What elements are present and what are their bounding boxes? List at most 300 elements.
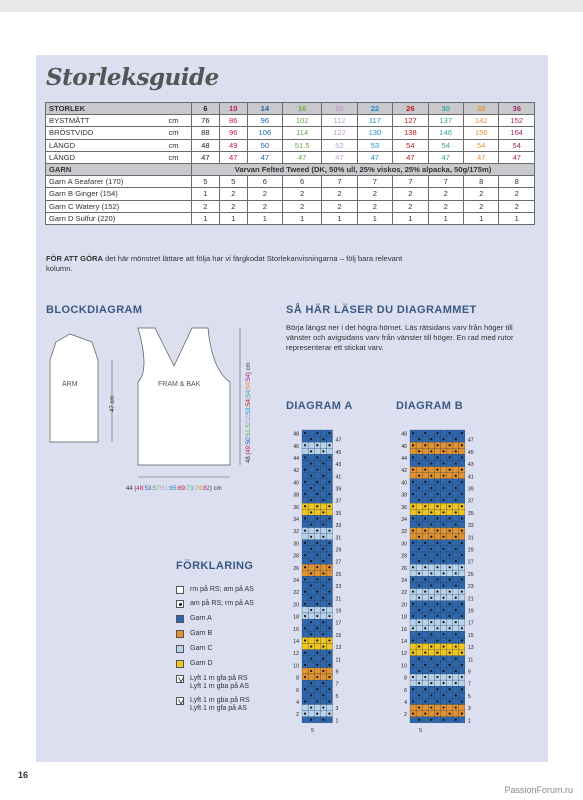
chart-cell [320, 601, 326, 607]
chart-cell [302, 461, 308, 467]
chart-cell [302, 619, 308, 625]
measurement-value: 138 [393, 127, 428, 139]
purl-dot [424, 530, 426, 532]
purl-dot [322, 523, 324, 525]
purl-dot [436, 688, 438, 690]
purl-dot [304, 542, 306, 544]
chart-cell [326, 583, 332, 589]
chart-cell [422, 448, 428, 454]
purl-dot [461, 652, 463, 654]
purl-dot [442, 511, 444, 513]
purl-dot [418, 523, 420, 525]
row-number-left: 32 [401, 529, 407, 536]
top-strip [0, 0, 583, 12]
purl-dot [442, 499, 444, 501]
purl-dot [322, 645, 324, 647]
purl-dot [304, 493, 306, 495]
chart-cell [459, 680, 465, 686]
yarn-quantity: 7 [428, 176, 463, 188]
chart-cell [422, 461, 428, 467]
watermark: PassionForum.ru [504, 785, 573, 795]
purl-dot [328, 700, 330, 702]
purl-dot [424, 505, 426, 507]
purl-dot [316, 469, 318, 471]
chart-cell [314, 680, 320, 686]
purl-dot [455, 572, 457, 574]
purl-dot [442, 633, 444, 635]
chart-cell [302, 656, 308, 662]
chart-cell [320, 442, 326, 448]
yarn-quantity: 1 [247, 212, 282, 224]
chart-cell [434, 509, 440, 515]
chart-cell [428, 503, 434, 509]
purl-dot [430, 719, 432, 721]
chart-cell [422, 509, 428, 515]
purl-dot [304, 469, 306, 471]
chart-cell [441, 662, 447, 668]
chart-cell [447, 522, 453, 528]
purl-dot [316, 627, 318, 629]
purl-dot [430, 438, 432, 440]
legend-label [190, 675, 249, 691]
purl-dot [461, 603, 463, 605]
chart-cell [441, 491, 447, 497]
chart-cell [422, 522, 428, 528]
purl-dot [316, 639, 318, 641]
measurement-value: 47 [463, 151, 498, 163]
measurement-value: 137 [428, 115, 463, 127]
purl-dot [449, 554, 451, 556]
purl-dot [424, 713, 426, 715]
purl-dot [461, 700, 463, 702]
chart-cell [410, 680, 416, 686]
purl-dot [328, 444, 330, 446]
row-number-right: 33 [467, 523, 474, 530]
yarn-quantity: 6 [283, 176, 322, 188]
chart-cell [422, 607, 428, 613]
purl-dot [304, 578, 306, 580]
purl-dot [316, 456, 318, 458]
row-number-left: 34 [293, 517, 299, 523]
chart-cell [428, 552, 434, 558]
chart-cell [302, 607, 308, 613]
measurement-value: 47 [499, 151, 535, 163]
row-number-right: 45 [467, 449, 474, 456]
purl-dot [424, 444, 426, 446]
purl-dot [449, 688, 451, 690]
purl-dot [304, 627, 306, 629]
chart-cell [447, 546, 453, 552]
purl-dot [304, 481, 306, 483]
row-number-left: 28 [401, 553, 407, 560]
chart-cell [320, 576, 326, 582]
chart-cell [308, 442, 314, 448]
chart-cell [326, 448, 332, 454]
purl-dot [412, 627, 414, 629]
chart-cell [459, 692, 465, 698]
chart-cell [422, 570, 428, 576]
row-number-right: 17 [335, 620, 342, 627]
measurement-value: 96 [219, 127, 247, 139]
purl-dot [328, 639, 330, 641]
chart-cell [428, 686, 434, 692]
purl-dot [424, 517, 426, 519]
chart-cell [308, 552, 314, 558]
purl-dot [412, 639, 414, 641]
purl-dot [436, 566, 438, 568]
purl-dot [449, 615, 451, 617]
purl-dot [328, 517, 330, 519]
chart-cell [416, 540, 422, 546]
chart-cell [459, 570, 465, 576]
purl-dot [304, 713, 306, 715]
purl-dot [430, 609, 432, 611]
size-column-26: 26 [393, 103, 428, 115]
legend-item [176, 697, 250, 713]
purl-dot [442, 462, 444, 464]
chart-cell [320, 540, 326, 546]
purl-dot [442, 523, 444, 525]
purl-dot-swatch-icon [176, 600, 184, 608]
chart-cell [422, 485, 428, 491]
yarn-quantity: 5 [192, 176, 220, 188]
chart-cell [410, 656, 416, 662]
yarn-quantity: 1 [357, 212, 392, 224]
how-to-read-heading: SÅ HÄR LÄSER DU DIAGRAMMET [286, 304, 477, 316]
legend-heading: FÖRKLARING [176, 560, 254, 572]
size-column-30: 30 [428, 103, 463, 115]
chart-cell [447, 644, 453, 650]
purl-dot [418, 658, 420, 660]
legend-label [190, 660, 213, 668]
chart-cell [314, 522, 320, 528]
purl-dot [310, 670, 312, 672]
measurement-value: 52 [322, 139, 357, 151]
purl-dot [328, 493, 330, 495]
purl-dot [449, 530, 451, 532]
chart-cell [441, 576, 447, 582]
purl-dot [455, 597, 457, 599]
chart-cell [302, 631, 308, 637]
purl-dot [455, 719, 457, 721]
purl-dot [461, 493, 463, 495]
chart-cell [320, 662, 326, 668]
yarn-label [46, 200, 192, 212]
purl-dot [328, 676, 330, 678]
row-number-right: 5 [467, 693, 471, 700]
chart-cell [459, 558, 465, 564]
chart-cell [447, 619, 453, 625]
color-swatch-icon [176, 615, 184, 623]
yarn-quantity: 1 [463, 212, 498, 224]
yarn-quantity: 2 [247, 200, 282, 212]
chart-cell [416, 552, 422, 558]
purl-dot [418, 475, 420, 477]
chart-cell [302, 558, 308, 564]
chart-cell [422, 558, 428, 564]
chart-cell [302, 668, 308, 674]
chart-cell [441, 528, 447, 534]
chart-cell [410, 717, 416, 723]
purl-dot [455, 584, 457, 586]
chart-cell [308, 601, 314, 607]
measurement-value: 47 [192, 151, 220, 163]
purl-dot [418, 438, 420, 440]
chart-cell [459, 534, 465, 540]
chart-cell [308, 625, 314, 631]
purl-dot [310, 560, 312, 562]
row-number-right: 45 [335, 449, 342, 456]
purl-dot [424, 456, 426, 458]
legend-item [176, 630, 212, 638]
purl-dot [304, 505, 306, 507]
chart-cell [459, 546, 465, 552]
row-number-left: 30 [401, 541, 407, 548]
row-number-right: 19 [467, 608, 474, 615]
note-body: det här mönstret lättare att följa har vi färgkodat Storlekanvisningarna – följ bara relevant kolumn. [46, 254, 403, 273]
purl-dot [316, 517, 318, 519]
row-number-right: 35 [335, 510, 342, 517]
chart-cell [416, 613, 422, 619]
chart-cell [441, 637, 447, 643]
chart-cell [447, 509, 453, 515]
chart-cell [302, 644, 308, 650]
measurement-value: 117 [357, 115, 392, 127]
row-number-right: 47 [335, 437, 342, 444]
chart-cell [308, 503, 314, 509]
purl-dot [418, 548, 420, 550]
chart-cell [416, 601, 422, 607]
chart-cell [434, 448, 440, 454]
chart-cell [453, 430, 459, 436]
purl-dot [328, 456, 330, 458]
purl-dot [418, 597, 420, 599]
measurement-value: 51.5 [283, 139, 322, 151]
measurement-value: 47 [247, 151, 282, 163]
purl-dot [455, 609, 457, 611]
purl-dot [424, 578, 426, 580]
chart-cell [447, 717, 453, 723]
chart-cell [447, 448, 453, 454]
chart-cell [416, 503, 422, 509]
yarn-quantity: 2 [219, 188, 247, 200]
row-number-right: 47 [467, 437, 474, 444]
purl-dot [424, 542, 426, 544]
purl-dot [461, 676, 463, 678]
purl-dot [322, 633, 324, 635]
purl-dot [424, 664, 426, 666]
measurement-row [46, 127, 535, 139]
legend-label-line: rm på RS; am på AS [190, 586, 254, 593]
chart-cell [302, 522, 308, 528]
measurement-value: 53 [357, 139, 392, 151]
chart-cell [416, 650, 422, 656]
purl-dot [412, 566, 414, 568]
chart-cell [447, 570, 453, 576]
purl-dot [412, 542, 414, 544]
purl-dot [442, 694, 444, 696]
chart-cell [434, 436, 440, 442]
chart-cell [459, 485, 465, 491]
purl-dot [304, 566, 306, 568]
purl-dot [322, 560, 324, 562]
chart-cell [314, 644, 320, 650]
row-number-right: 7 [335, 681, 339, 688]
row-number-right: 9 [335, 669, 339, 676]
purl-dot [316, 713, 318, 715]
chart-cell [428, 576, 434, 582]
purl-dot [316, 505, 318, 507]
purl-dot [418, 645, 420, 647]
chart-cell [416, 625, 422, 631]
chart-cell [453, 698, 459, 704]
row-number-right: 43 [467, 462, 474, 469]
chart-cell [320, 674, 326, 680]
purl-dot [442, 560, 444, 562]
chart-cell [453, 564, 459, 570]
purl-dot [304, 530, 306, 532]
chart-cell [459, 497, 465, 503]
purl-dot [310, 584, 312, 586]
purl-dot [322, 511, 324, 513]
purl-dot [449, 566, 451, 568]
legend-label [190, 697, 250, 713]
chart-cell [308, 711, 314, 717]
purl-dot [412, 493, 414, 495]
chart-cell [422, 473, 428, 479]
measurement-value: 47 [393, 151, 428, 163]
purl-dot [436, 469, 438, 471]
row-number-right: 21 [335, 596, 342, 603]
purl-dot [316, 700, 318, 702]
purl-dot [430, 548, 432, 550]
measurement-value: 48 [192, 139, 220, 151]
purl-dot [412, 591, 414, 593]
purl-dot [322, 597, 324, 599]
purl-dot [461, 554, 463, 556]
row-number-left: 22 [401, 590, 407, 597]
yarn-label [46, 212, 192, 224]
measurement-value: 47 [283, 151, 322, 163]
chart-cell [422, 705, 428, 711]
chart-cell [308, 613, 314, 619]
chart-cell [453, 637, 459, 643]
measurement-value: 122 [322, 127, 357, 139]
yarn-row [46, 212, 535, 224]
row-number-right: 13 [467, 645, 474, 652]
row-number-left: 2 [296, 712, 299, 719]
purl-dot [418, 462, 420, 464]
legend-item [176, 586, 254, 594]
chart-cell [447, 595, 453, 601]
chart-cell [302, 473, 308, 479]
purl-dot [310, 548, 312, 550]
legend-item [176, 660, 213, 668]
chart-cell [302, 570, 308, 576]
purl-dot [316, 578, 318, 580]
yarn-quantity: 1 [192, 212, 220, 224]
chart-cell [410, 607, 416, 613]
row-number-left: 26 [293, 565, 299, 572]
chart-cell [447, 607, 453, 613]
purl-dot [418, 670, 420, 672]
size-column-10: 10 [219, 103, 247, 115]
purl-dot [412, 432, 414, 434]
purl-dot [430, 658, 432, 660]
legend-label-line: am på RS; rm på AS [190, 600, 254, 607]
row-number-left: 6 [296, 687, 299, 694]
yarn-quantity: 1 [192, 188, 220, 200]
purl-dot [461, 627, 463, 629]
purl-dot [304, 591, 306, 593]
purl-dot [310, 499, 312, 501]
chart-cell [428, 613, 434, 619]
chart-cell [422, 644, 428, 650]
chart-cell [453, 686, 459, 692]
legend-label [190, 615, 212, 623]
yarn-quantity: 7 [322, 176, 357, 188]
chart-cell [416, 515, 422, 521]
purl-dot [304, 652, 306, 654]
chart-cell [320, 467, 326, 473]
yarn-header-row [46, 163, 535, 175]
size-column-22: 22 [357, 103, 392, 115]
chart-cell [326, 717, 332, 723]
purl-dot [304, 603, 306, 605]
yarn-quantity: 2 [192, 200, 220, 212]
legend-label-line: Lyft 1 m gfa på AS [190, 705, 247, 712]
chart-cell [453, 467, 459, 473]
chart-cell [416, 467, 422, 473]
measurement-unit: cm [166, 139, 192, 151]
purl-dot [412, 517, 414, 519]
purl-dot [322, 670, 324, 672]
chart-cell [428, 540, 434, 546]
row-number-right: 25 [335, 571, 342, 578]
yarn-quantity: 7 [393, 176, 428, 188]
purl-dot [322, 499, 324, 501]
chart-cell [320, 454, 326, 460]
purl-dot [304, 554, 306, 556]
purl-dot [304, 444, 306, 446]
purl-dot [461, 591, 463, 593]
chart-cell [326, 595, 332, 601]
purl-dot [455, 658, 457, 660]
chart-cell [434, 705, 440, 711]
chart-cell [441, 625, 447, 631]
chart-cell [320, 515, 326, 521]
purl-dot [310, 645, 312, 647]
row-number-left: 4 [404, 700, 407, 706]
chart-cell [453, 503, 459, 509]
row-number-right: 39 [467, 486, 474, 493]
purl-dot [412, 603, 414, 605]
yarn-name: Garn C [49, 201, 74, 211]
purl-dot [424, 615, 426, 617]
row-number-right: 1 [467, 718, 471, 725]
legend-label [190, 600, 254, 608]
purl-dot [436, 542, 438, 544]
purl-dot [424, 566, 426, 568]
chart-cell [441, 454, 447, 460]
yarn-name: Garn B [49, 189, 74, 199]
purl-dot [461, 542, 463, 544]
purl-dot [424, 554, 426, 556]
chart-cell [314, 656, 320, 662]
chart-cell [314, 558, 320, 564]
purl-dot [304, 517, 306, 519]
chart-cell [453, 625, 459, 631]
